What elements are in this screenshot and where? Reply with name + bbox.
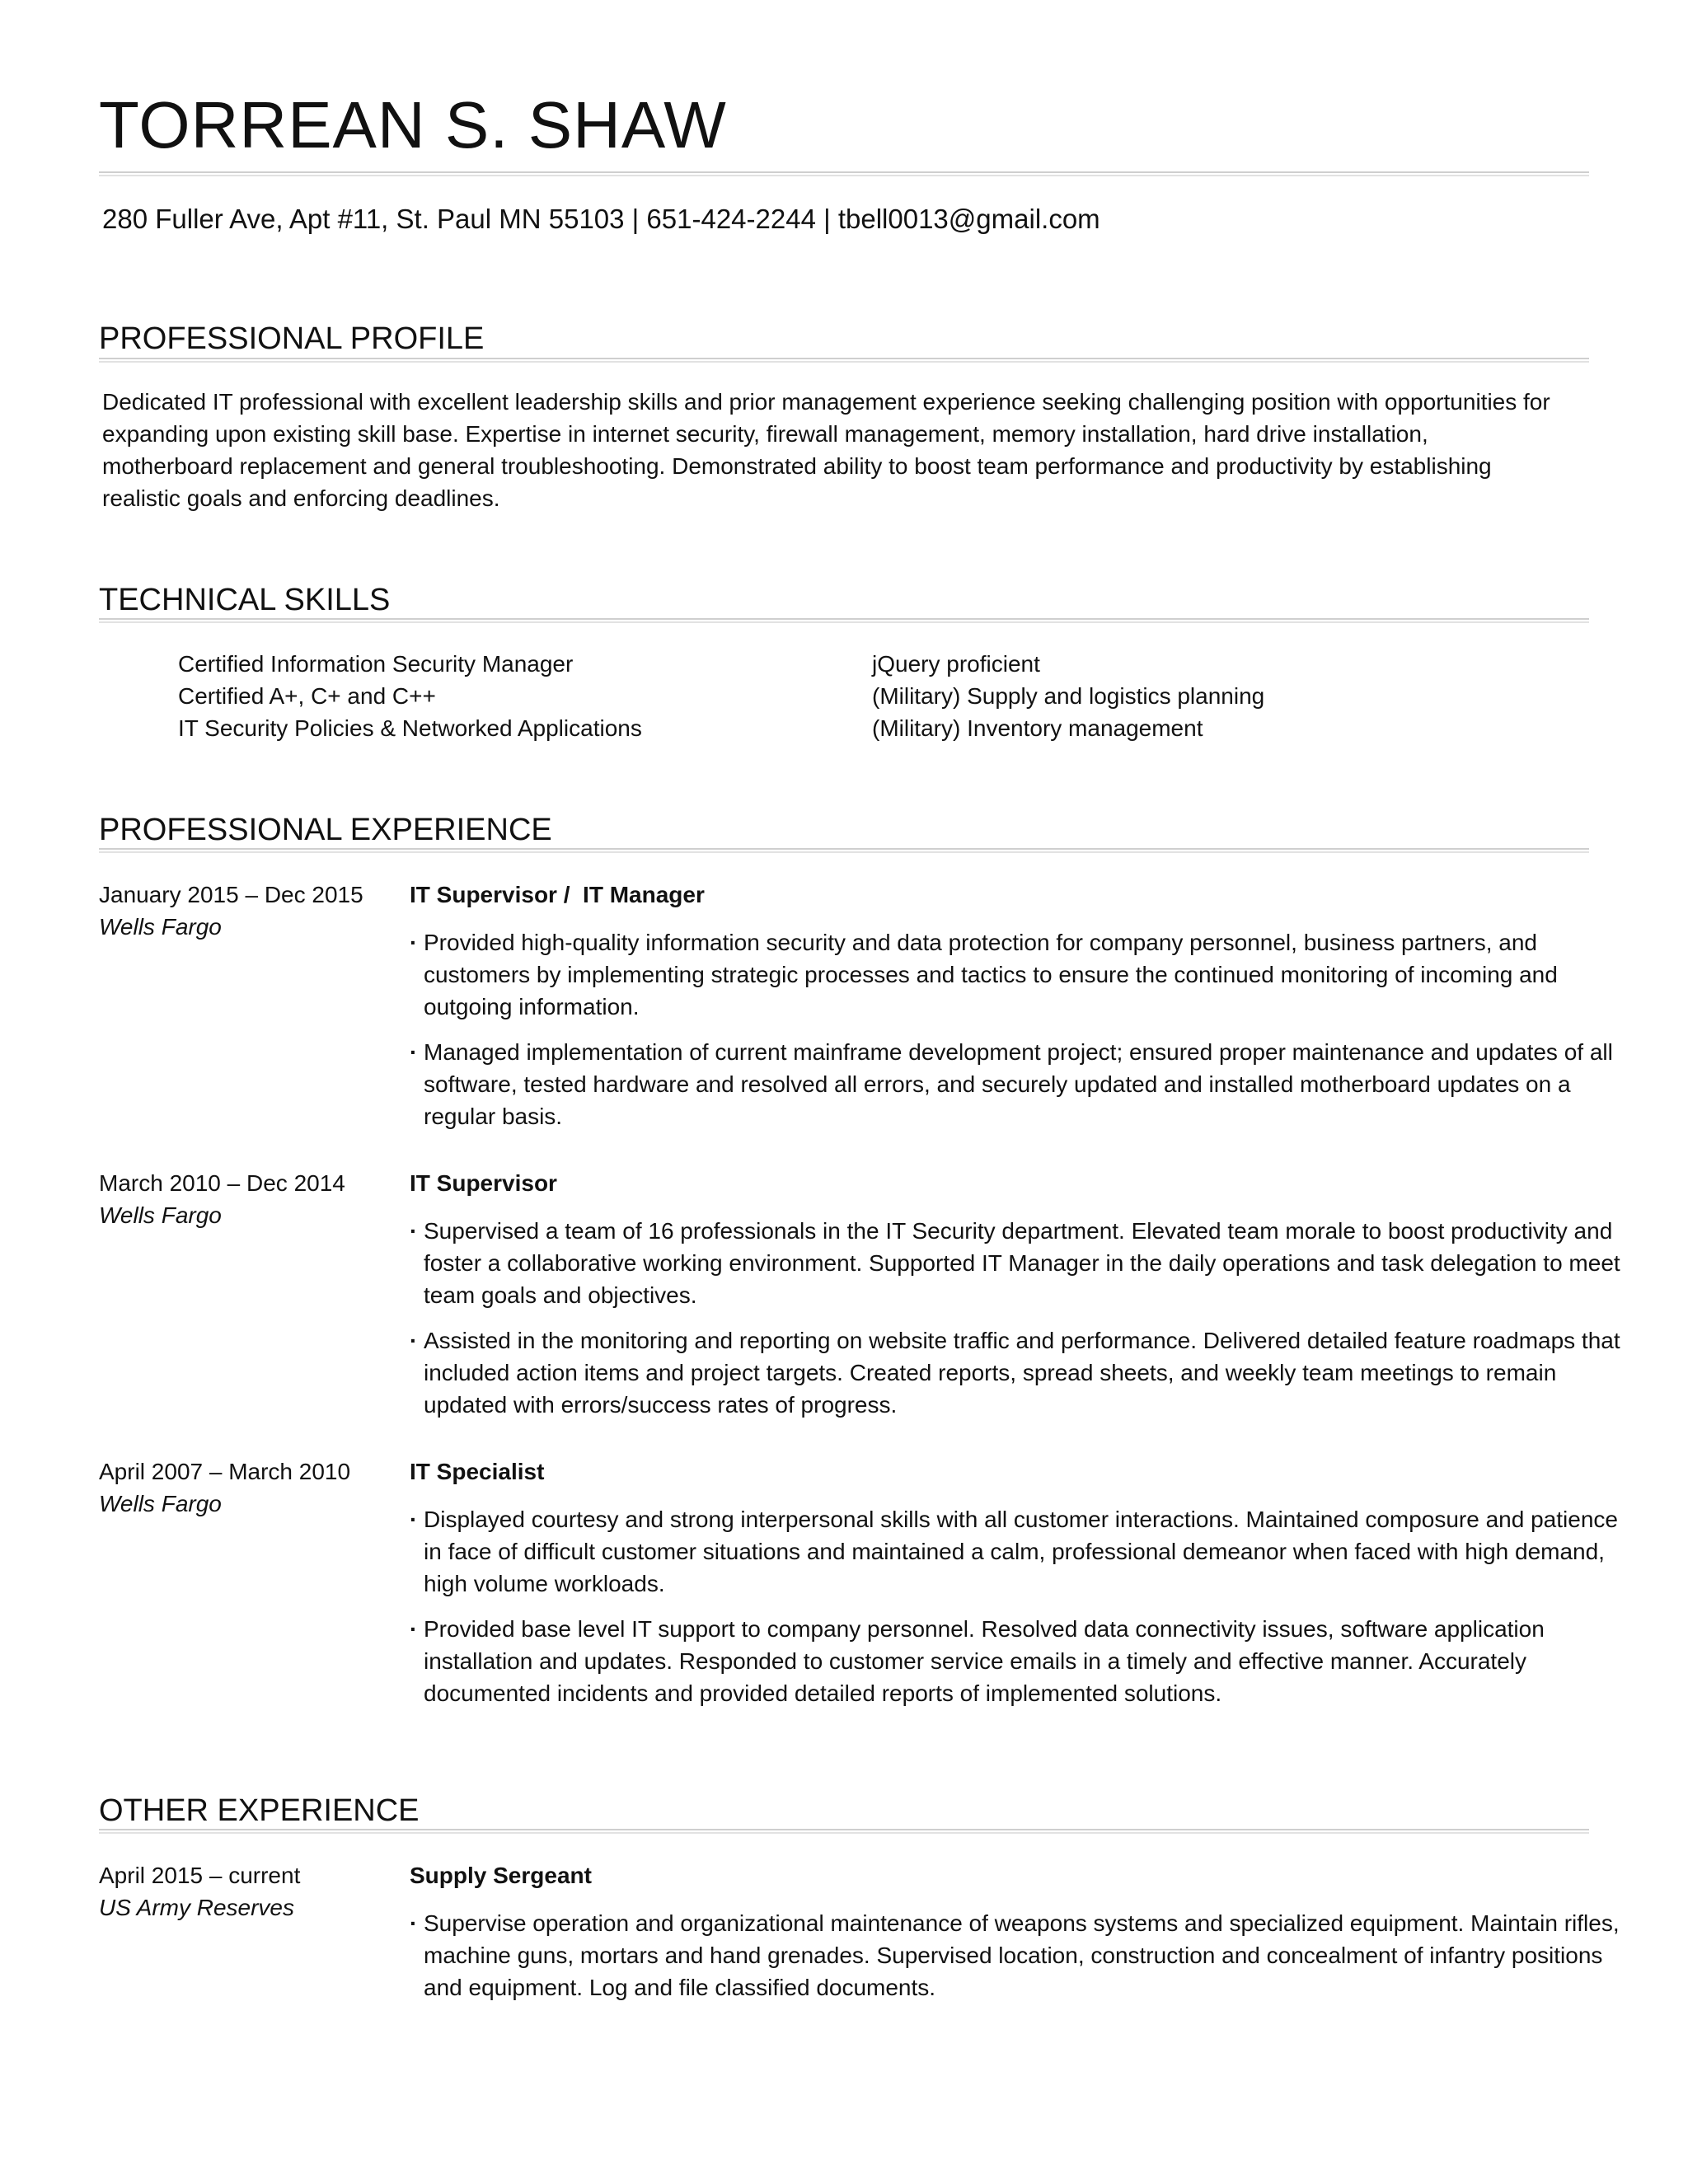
skill-item: IT Security Policies & Networked Applications xyxy=(178,715,642,741)
job-title: Supply Sergeant xyxy=(410,1863,592,1888)
job-bullet: · Supervised a team of 16 professionals in the IT Security department. Elevated team morale to boost productivity and foster a collaborative working environment. Supported IT Manager in the daily operations and task delegation to meet team goals and objectives. xyxy=(410,1215,1621,1311)
job-bullets xyxy=(410,1503,1621,1722)
job-bullet: · Displayed courtesy and strong interpersonal skills with all customer interactions. Maintained composure and patience in face of difficult customer situations and maintained a calm, professional demeanor when faced with high demand, high volume workloads. xyxy=(410,1503,1621,1600)
skill-item: (Military) Supply and logistics planning xyxy=(872,683,1265,709)
job-title: IT Supervisor xyxy=(410,1170,557,1196)
profile-heading: PROFESSIONAL PROFILE xyxy=(99,321,485,356)
skills-heading: TECHNICAL SKILLS xyxy=(99,583,391,617)
other-experience-divider xyxy=(99,1829,1589,1834)
job-bullet: · Managed implementation of current mainframe development project; ensured proper maintenance and updates of all software, tested hardware and resolved all errors, and securely updated and installed motherboard updates on a regular basis. xyxy=(410,1036,1621,1132)
job-title: IT Supervisor / IT Manager xyxy=(410,882,705,907)
job-employer: US Army Reserves xyxy=(99,1895,295,1920)
contact-line: 280 Fuller Ave, Apt #11, St. Paul MN 55103 | 651-424-2244 | tbell0013@gmail.com xyxy=(102,204,1100,234)
skill-item: Certified A+, C+ and C++ xyxy=(178,683,436,709)
profile-summary: Dedicated IT professional with excellent leadership skills and prior management experience seeking challenging position with opportunities for expanding upon existing skill base. Expertise in internet security, firewall management, memory installation, hard drive installation, motherboard replacement and general troubleshooting. Demonstrated ability to boost team performance and productivity by establishing realistic goals and enforcing deadlines. xyxy=(102,389,1550,511)
skill-item: jQuery proficient xyxy=(872,651,1040,677)
experience-divider xyxy=(99,848,1589,853)
name-divider xyxy=(99,171,1589,176)
other-experience-heading: OTHER EXPERIENCE xyxy=(99,1793,420,1828)
job-dates: April 2015 – current xyxy=(99,1863,301,1888)
job-dates: April 2007 – March 2010 xyxy=(99,1459,351,1484)
job-bullet: · Provided high-quality information security and data protection for company personnel, business partners, and customers by implementing strategic processes and tactics to ensure the continued monitoring of incoming and outgoing information. xyxy=(410,926,1621,1023)
skills-divider xyxy=(99,618,1589,623)
job-bullet: · Assisted in the monitoring and reporting on website traffic and performance. Delivered detailed feature roadmaps that included action items and project targets. Created reports, spread sheets, and weekly team meetings to remain updated with errors/success rates of progress. xyxy=(410,1324,1621,1421)
job-employer: Wells Fargo xyxy=(99,1491,222,1516)
candidate-name: TORREAN S. SHAW xyxy=(99,88,727,162)
skills-column-right xyxy=(872,648,1531,744)
profile-divider xyxy=(99,358,1589,363)
job-employer: Wells Fargo xyxy=(99,914,222,940)
job-title: IT Specialist xyxy=(410,1459,545,1484)
job-dates: January 2015 – Dec 2015 xyxy=(99,882,363,907)
job-dates: March 2010 – Dec 2014 xyxy=(99,1170,345,1196)
skill-item: (Military) Inventory management xyxy=(872,715,1203,741)
job-bullets xyxy=(410,926,1621,1146)
experience-heading: PROFESSIONAL EXPERIENCE xyxy=(99,813,552,847)
job-bullet: · Supervise operation and organizational maintenance of weapons systems and specialized equipment. Maintain rifles, machine guns, mortars and hand grenades. Supervised location, construction and concealment of infantry positions and equipment. Log and file classified documents. xyxy=(410,1907,1621,2004)
job-bullets xyxy=(410,1215,1621,1434)
job-bullet: · Provided base level IT support to company personnel. Resolved data connectivity issues, software application installation and updates. Responded to customer service emails in a timely and effective manner. Accurately documented incidents and provided detailed reports of implemented solutions. xyxy=(410,1613,1621,1709)
job-employer: Wells Fargo xyxy=(99,1202,222,1228)
skill-item: Certified Information Security Manager xyxy=(178,651,574,677)
job-bullets xyxy=(410,1907,1621,2017)
skills-column-left xyxy=(178,648,854,744)
